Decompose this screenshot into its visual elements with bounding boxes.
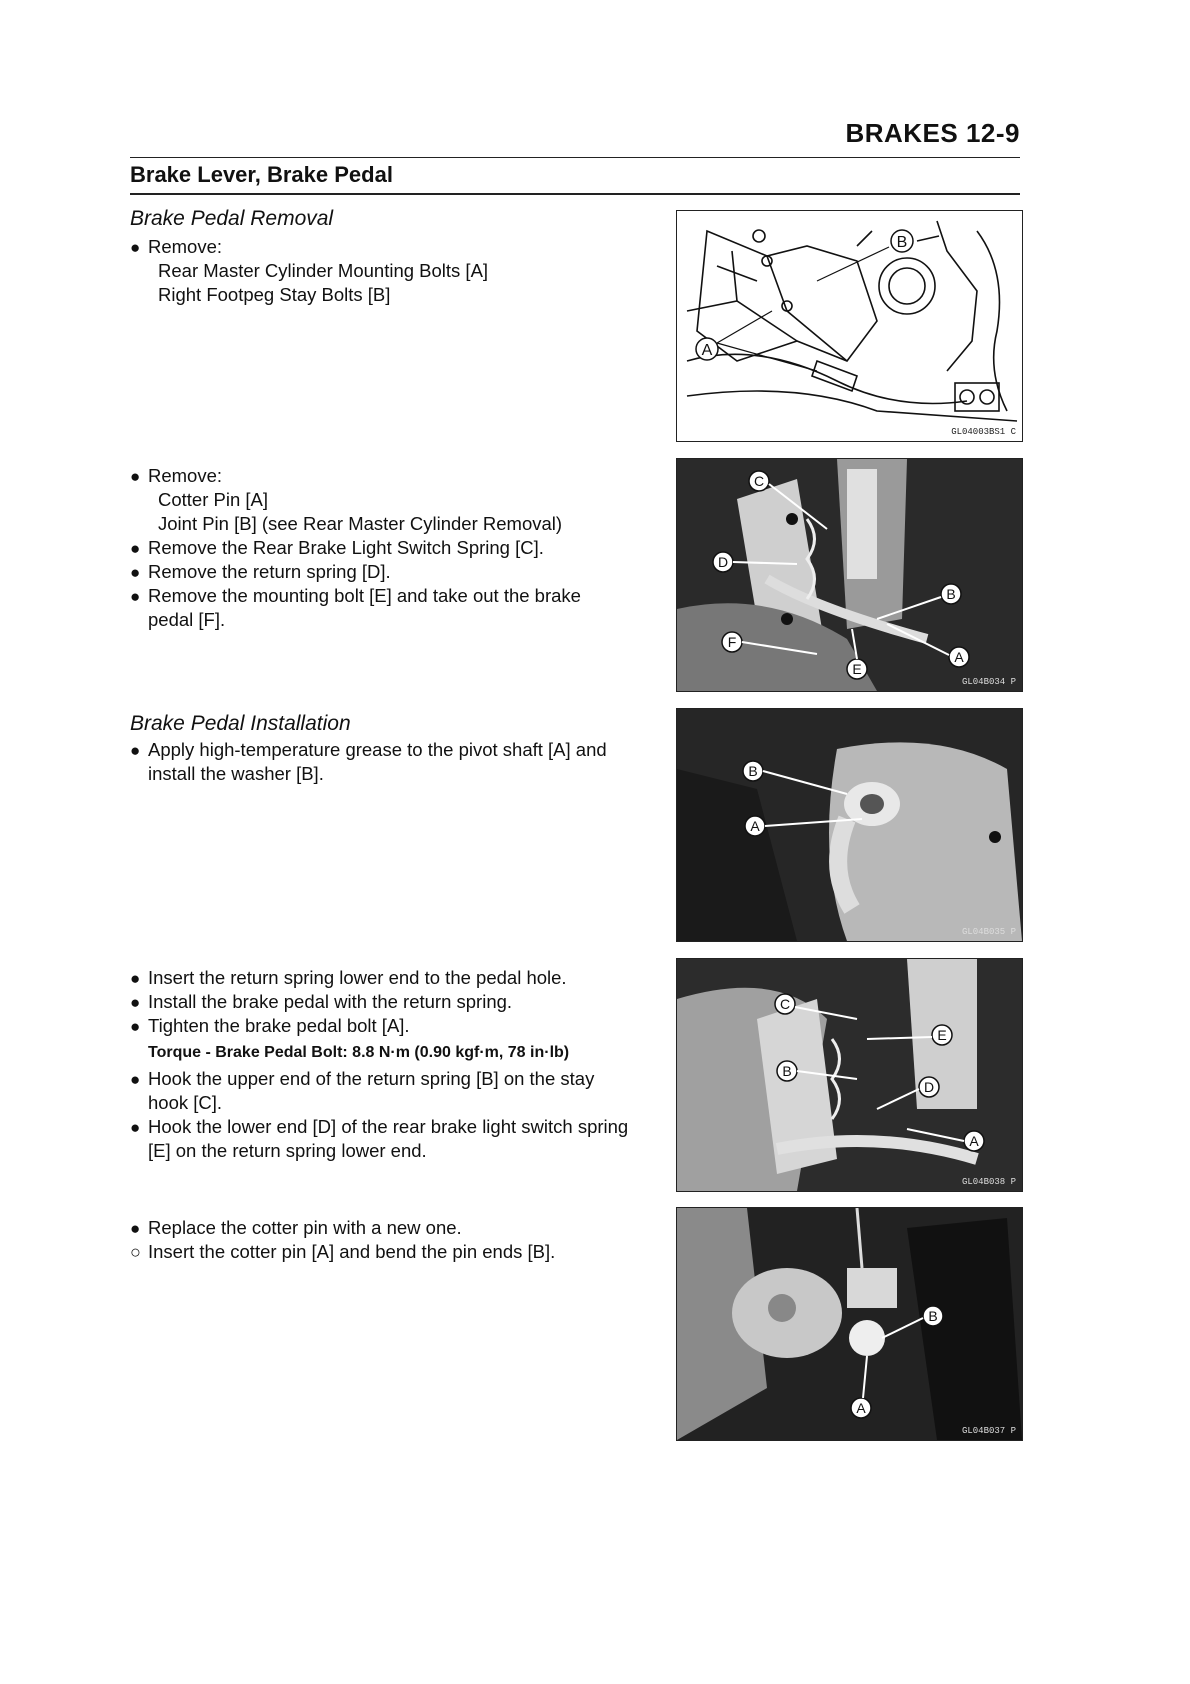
removal-step2-bullet: ● Remove: xyxy=(130,464,660,488)
figure-2-drawing xyxy=(677,459,1022,691)
figure-4-label: E xyxy=(937,1027,947,1043)
figure-2-label: A xyxy=(954,649,964,665)
figure-5-drawing xyxy=(677,1208,1022,1440)
installation-block-2 xyxy=(130,966,660,1163)
bullet-icon: ● xyxy=(130,587,141,606)
installation-step2-line: ● Insert the return spring lower end to the pedal hole. xyxy=(130,966,660,990)
header-rule xyxy=(130,157,1020,158)
figure-4-label: A xyxy=(969,1133,979,1149)
removal-block-1 xyxy=(130,207,660,307)
figure-1-diagram xyxy=(676,210,1023,442)
figure-3-code: GL04B035 P xyxy=(961,927,1016,937)
installation-step1-line: ● Apply high-temperature grease to the pivot shaft [A] and xyxy=(130,738,660,762)
figure-3-label: A xyxy=(750,818,760,834)
bullet-icon: ● xyxy=(130,539,141,558)
figure-5-label: A xyxy=(856,1400,866,1416)
figure-4-code: GL04B038 P xyxy=(961,1177,1016,1187)
installation-step2-line: ● Hook the upper end of the return spring [B] on the stay xyxy=(130,1067,660,1091)
figure-2-label: E xyxy=(852,661,862,677)
removal-step2-item: Cotter Pin [A] xyxy=(158,489,269,510)
bullet-icon: ● xyxy=(130,238,141,257)
figure-2-photo xyxy=(676,458,1023,692)
removal-step2-line: ● Remove the mounting bolt [E] and take out the brake xyxy=(130,584,660,608)
bullet-icon: ● xyxy=(130,1070,141,1089)
installation-step2-line-cont: [E] on the return spring lower end. xyxy=(148,1140,427,1161)
installation-title: Brake Pedal Installation xyxy=(130,712,351,735)
installation-step2-line: ● Tighten the brake pedal bolt [A]. xyxy=(130,1014,660,1038)
bullet-icon: ● xyxy=(130,467,141,486)
installation-step1-line-cont: install the washer [B]. xyxy=(148,763,324,784)
figure-1-label: B xyxy=(896,234,908,251)
removal-step2-line: ● Remove the Rear Brake Light Switch Spring [C]. xyxy=(130,536,660,560)
figure-4-drawing xyxy=(677,959,1022,1191)
bullet-icon: ● xyxy=(130,741,141,760)
figure-2-label: D xyxy=(717,554,729,570)
removal-step1-bullet: ● Remove: xyxy=(130,235,660,259)
installation-step2-line: ● Hook the lower end [D] of the rear brake light switch spring xyxy=(130,1115,660,1139)
page-header: BRAKES 12-9 xyxy=(845,118,1020,148)
figure-3-drawing xyxy=(677,709,1022,941)
figure-5-photo xyxy=(676,1207,1023,1441)
bullet-icon: ● xyxy=(130,1017,141,1036)
figure-5-code: GL04B037 P xyxy=(961,1426,1016,1436)
installation-step2-line: ● Install the brake pedal with the return spring. xyxy=(130,990,660,1014)
bullet-icon: ● xyxy=(130,969,141,988)
installation-step3-line: ● Replace the cotter pin with a new one. xyxy=(130,1216,660,1240)
removal-block-2 xyxy=(130,464,660,632)
figure-4-label: D xyxy=(923,1079,935,1095)
figure-1-code: GL04003BS1 C xyxy=(951,427,1016,437)
installation-block-1 xyxy=(130,712,660,786)
removal-title: Brake Pedal Removal xyxy=(130,207,334,230)
torque-spec: Torque - Brake Pedal Bolt: 8.8 N·m (0.90 kgf·m, 78 in·lb) xyxy=(148,1044,570,1061)
removal-step1-item: Rear Master Cylinder Mounting Bolts [A] xyxy=(158,260,489,281)
sub-bullet-icon: ○ xyxy=(130,1242,141,1262)
section-rule xyxy=(130,193,1020,195)
figure-2-code: GL04B034 P xyxy=(961,677,1016,687)
figure-3-photo xyxy=(676,708,1023,942)
figure-2-label: B xyxy=(946,586,956,602)
installation-step2-line-cont: hook [C]. xyxy=(148,1092,223,1113)
bullet-icon: ● xyxy=(130,1219,141,1238)
installation-step3-sub: ○ Insert the cotter pin [A] and bend the pin ends [B]. xyxy=(130,1241,556,1262)
removal-step1-item: Right Footpeg Stay Bolts [B] xyxy=(158,284,391,305)
installation-block-3 xyxy=(130,1216,660,1264)
figure-3-label: B xyxy=(748,763,758,779)
section-title: Brake Lever, Brake Pedal xyxy=(130,162,393,187)
removal-step2-line: ● Remove the return spring [D]. xyxy=(130,560,660,584)
bullet-icon: ● xyxy=(130,1118,141,1137)
figure-4-photo xyxy=(676,958,1023,1192)
bullet-icon: ● xyxy=(130,993,141,1012)
figure-4-label: B xyxy=(782,1063,792,1079)
figure-2-label: C xyxy=(753,473,765,489)
removal-step2-line-cont: pedal [F]. xyxy=(148,609,226,630)
figure-1-label: A xyxy=(701,342,713,359)
figure-1-drawing xyxy=(677,211,1022,441)
removal-step2-item: Joint Pin [B] (see Rear Master Cylinder Removal) xyxy=(158,513,563,534)
figure-5-label: B xyxy=(928,1308,938,1324)
figure-4-label: C xyxy=(779,996,791,1012)
bullet-icon: ● xyxy=(130,563,141,582)
figure-2-label: F xyxy=(727,634,737,650)
